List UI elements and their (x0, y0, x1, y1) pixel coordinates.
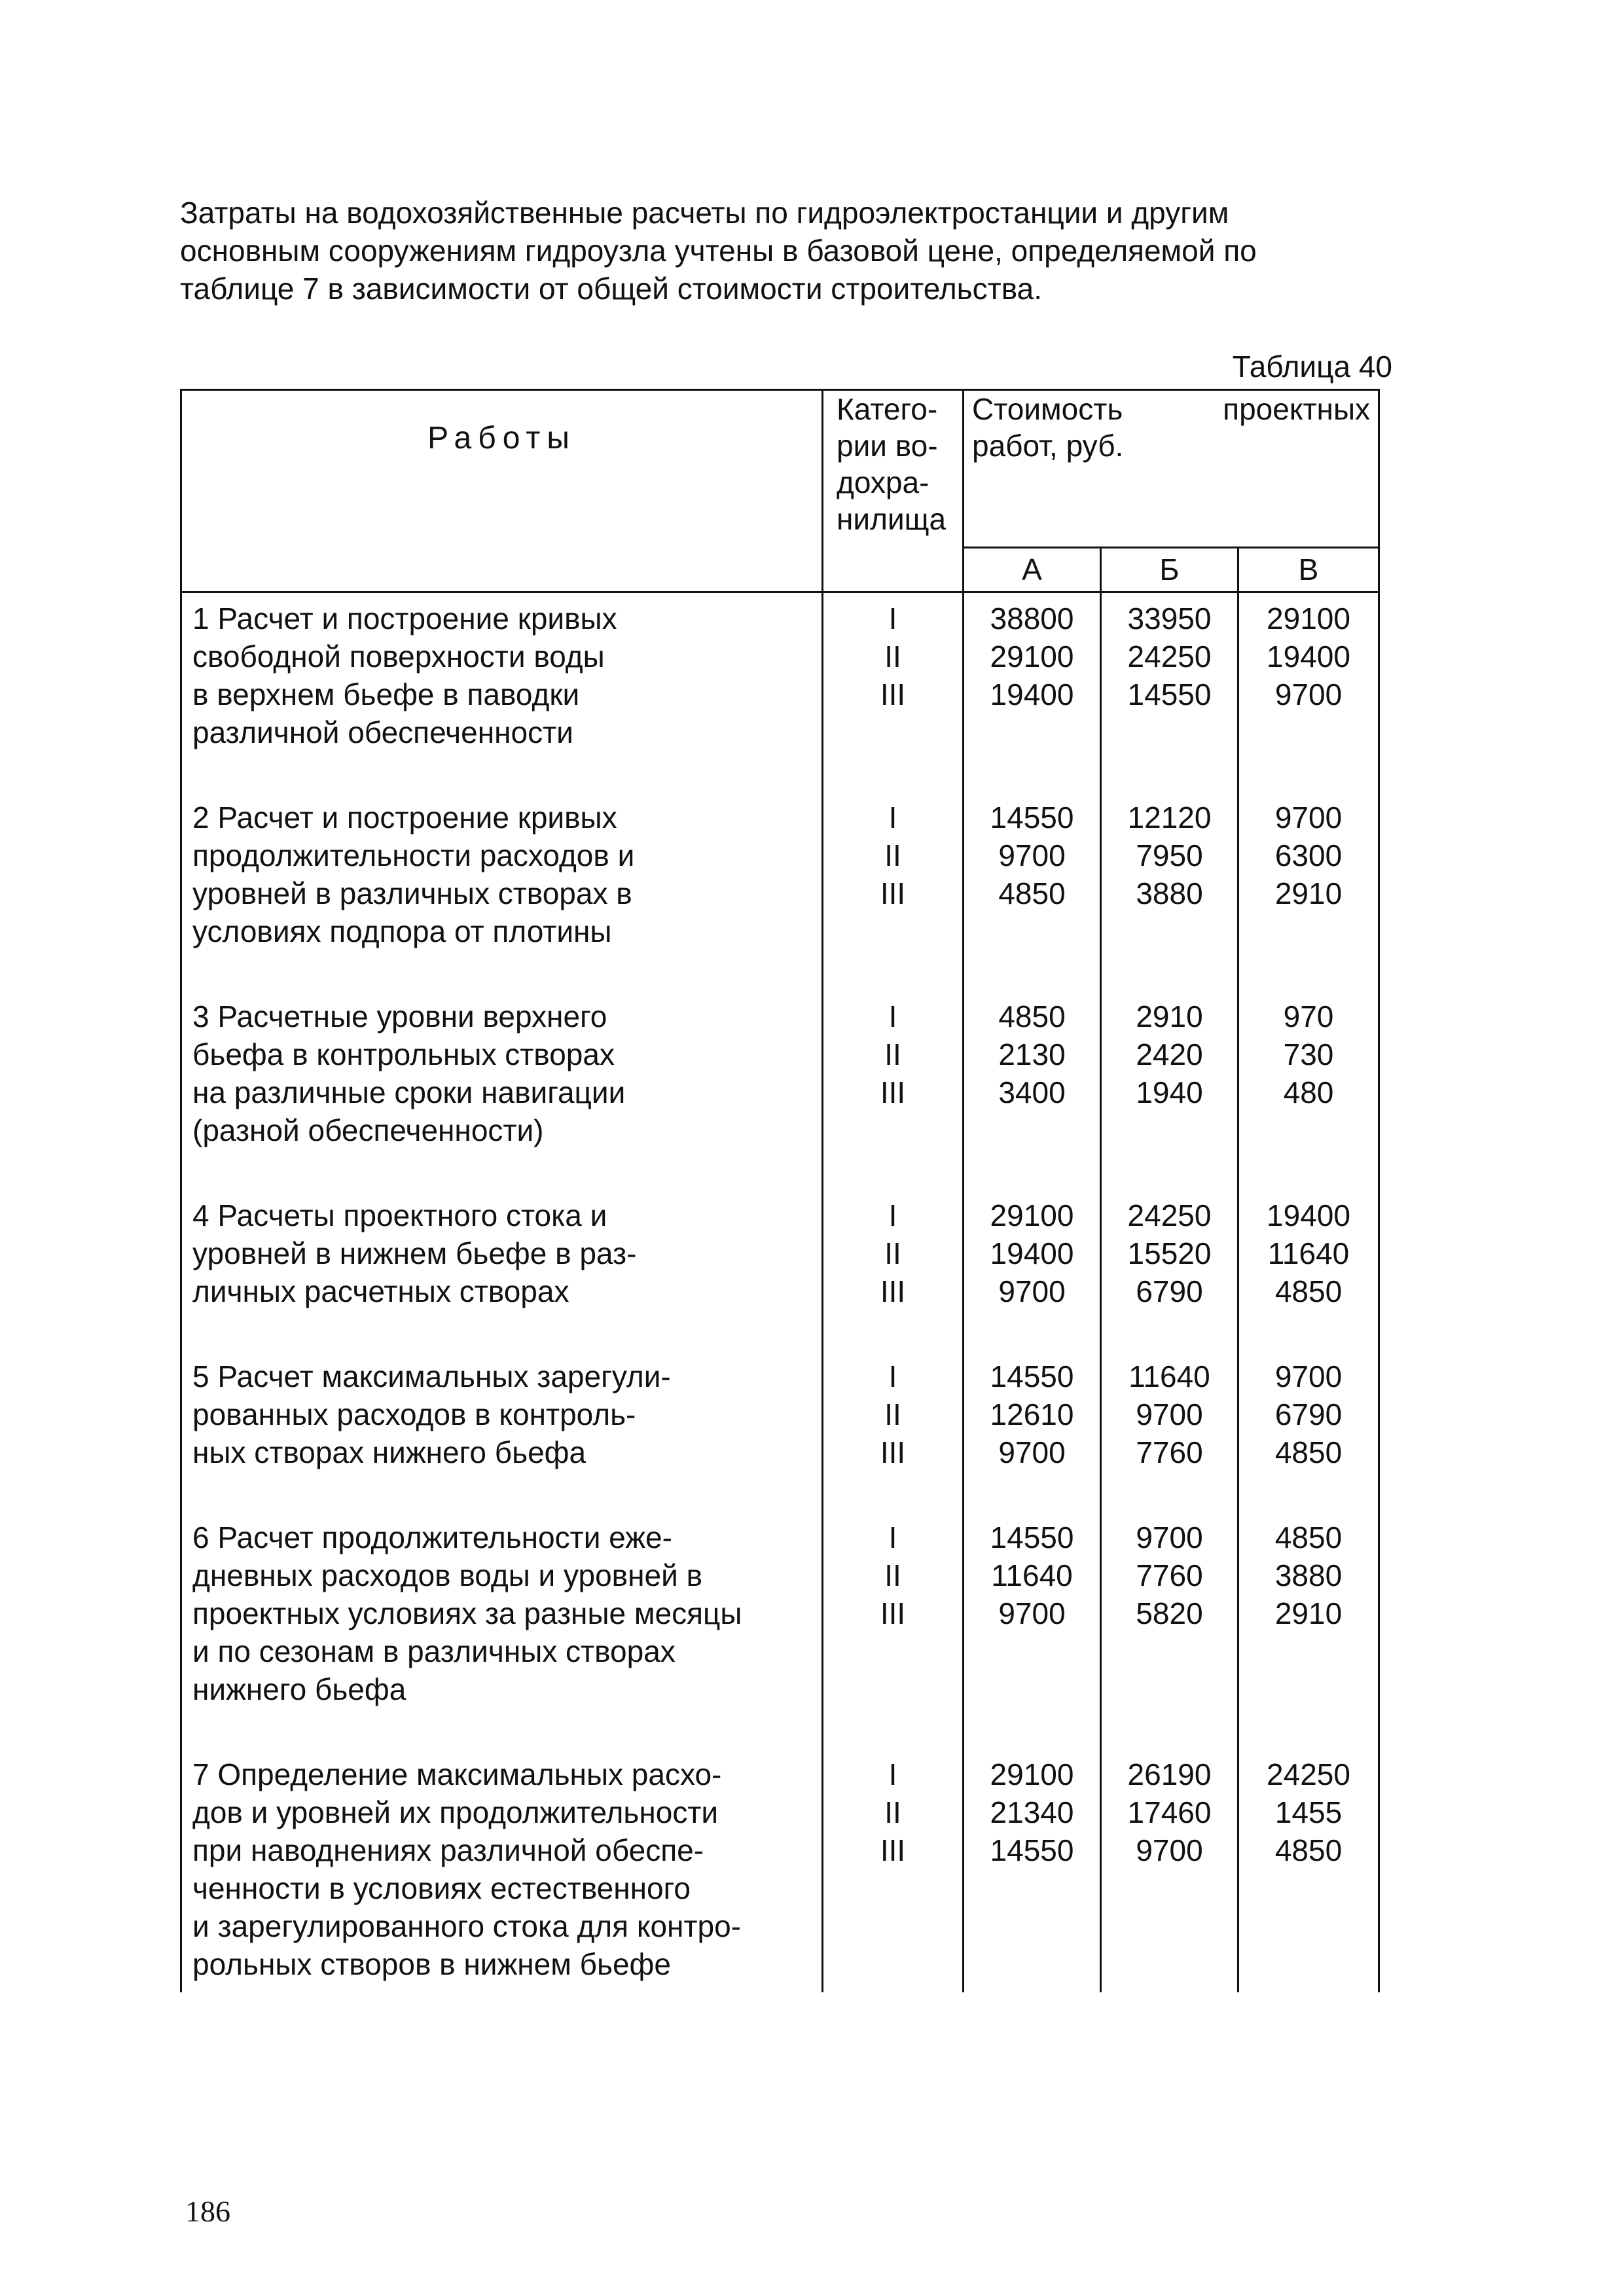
cost-b-cell-line: 17460 (1127, 1795, 1212, 1829)
header-cost (964, 390, 1379, 548)
category-cell-line: I (888, 1757, 897, 1791)
category-cell-line: III (880, 876, 906, 910)
cost-a-cell (964, 792, 1101, 991)
work-description-line: рольных створов в нижнем бьефе (192, 1947, 671, 1981)
work-description-line: свободной поверхности воды (192, 639, 605, 673)
cost-a-cell-line: 14550 (990, 1520, 1074, 1554)
category-cell-line: I (888, 999, 897, 1033)
work-description-line: 2 Расчет и построение кривых (192, 800, 617, 834)
work-description (181, 592, 823, 793)
category-cell (823, 1190, 964, 1351)
cost-v-cell-line: 29100 (1267, 601, 1350, 636)
cost-a-cell-line: 4850 (998, 876, 1066, 910)
cost-v-cell-line: 3880 (1274, 1558, 1343, 1592)
category-cell-line: I (888, 1359, 897, 1393)
work-description-line: личных расчетных створах (192, 1274, 569, 1308)
cost-b-cell-line: 26190 (1127, 1757, 1212, 1791)
cost-v-cell (1238, 1190, 1379, 1351)
work-description-line: 7 Определение максимальных расхо- (192, 1757, 722, 1791)
cost-v-cell-line: 4850 (1274, 1520, 1343, 1554)
cost-a-cell-line: 2130 (998, 1037, 1066, 1071)
cost-b-cell-line: 2910 (1136, 999, 1203, 1033)
cost-v-cell-line: 4850 (1274, 1833, 1343, 1867)
cost-v-cell-line: 19400 (1267, 1198, 1350, 1232)
work-description-line: уровней в нижнем бьефе в раз- (192, 1236, 637, 1270)
work-description-line: ченности в условиях естественного (192, 1871, 691, 1905)
cost-b-cell-line: 5820 (1136, 1596, 1203, 1630)
cost-v-cell-line: 6300 (1274, 838, 1343, 872)
header-sub-v: В (1238, 547, 1379, 592)
category-cell-line: I (888, 1198, 897, 1232)
table-row (181, 592, 1379, 793)
cost-b-cell-line: 33950 (1127, 601, 1212, 636)
header-category-line: рии во- (837, 429, 938, 463)
cost-v-cell-line: 24250 (1267, 1757, 1350, 1791)
cost-a-cell-line: 4850 (998, 999, 1066, 1033)
intro-line: основным сооружениям гидроузла учтены в базовой цене, определяемой по (180, 234, 1257, 268)
cost-v-cell (1238, 1512, 1379, 1749)
cost-v-cell-line: 9700 (1274, 800, 1343, 834)
header-category-line: дохра- (837, 465, 929, 499)
work-description-line: 4 Расчеты проектного стока и (192, 1198, 607, 1232)
cost-a-cell-line: 21340 (990, 1795, 1074, 1829)
cost-a-cell-line: 19400 (990, 677, 1074, 711)
cost-b-cell-line: 11640 (1128, 1359, 1210, 1393)
header-category (823, 390, 964, 592)
cost-v-cell (1238, 1749, 1379, 1992)
category-cell-line: II (884, 639, 901, 673)
table-body (181, 592, 1379, 1993)
cost-v-cell-line: 11640 (1267, 1236, 1350, 1270)
cost-v-cell-line: 6790 (1274, 1397, 1343, 1431)
table-row (181, 1749, 1379, 1992)
cost-b-cell (1101, 1190, 1238, 1351)
intro-line: таблице 7 в зависимости от общей стоимости строительства. (180, 272, 1042, 306)
category-cell (823, 1512, 964, 1749)
page-number: 186 (185, 2195, 230, 2228)
cost-a-cell-line: 29100 (990, 1198, 1074, 1232)
cost-a-cell (964, 991, 1101, 1190)
work-description-line: 6 Расчет продолжительности еже- (192, 1520, 672, 1554)
work-description (181, 991, 823, 1190)
cost-b-cell-line: 1940 (1136, 1075, 1203, 1109)
category-cell (823, 792, 964, 991)
cost-v-cell-line: 2910 (1274, 1596, 1343, 1630)
header-cost-line: Стоимость проектных (972, 392, 1370, 426)
category-cell-line: II (884, 1397, 901, 1431)
cost-a-cell (964, 1512, 1101, 1749)
cost-b-cell-line: 6790 (1136, 1274, 1203, 1308)
work-description-line: 3 Расчетные уровни верхнего (192, 999, 607, 1033)
cost-v-cell-line: 9700 (1274, 1359, 1343, 1393)
cost-a-cell-line: 9700 (998, 1596, 1066, 1630)
work-description (181, 1190, 823, 1351)
cost-v-cell-line: 970 (1283, 999, 1334, 1033)
cost-v-cell-line: 480 (1283, 1075, 1334, 1109)
work-description-line: рованных расходов в контроль- (192, 1397, 636, 1431)
work-description-line: и зарегулированного стока для контро- (192, 1909, 741, 1943)
category-cell-line: III (880, 1075, 906, 1109)
work-description-line: 5 Расчет максимальных зарегули- (192, 1359, 671, 1393)
cost-v-cell-line: 1455 (1274, 1795, 1343, 1829)
category-cell (823, 1749, 964, 1992)
cost-b-cell-line: 7950 (1136, 838, 1203, 872)
work-description-line: 1 Расчет и построение кривых (192, 601, 617, 636)
header-category-line: Катего- (837, 392, 938, 426)
table-caption: Таблица 40 (1232, 350, 1392, 384)
work-description-line: и по сезонам в различных створах (192, 1634, 676, 1668)
cost-b-cell (1101, 1351, 1238, 1512)
cost-v-cell-line: 730 (1283, 1037, 1334, 1071)
category-cell-line: III (880, 1274, 906, 1308)
category-cell (823, 991, 964, 1190)
cost-b-cell-line: 3880 (1136, 876, 1203, 910)
work-description (181, 1351, 823, 1512)
category-cell-line: II (884, 1795, 901, 1829)
category-cell-line: III (880, 1435, 906, 1469)
header-sub-a: А (964, 547, 1101, 592)
work-description (181, 792, 823, 991)
cost-a-cell-line: 29100 (990, 1757, 1074, 1791)
intro-line: Затраты на водохозяйственные расчеты по гидроэлектростанции и другим (180, 196, 1229, 230)
work-description-line: при наводнениях различной обеспе- (192, 1833, 704, 1867)
cost-b-cell-line: 9700 (1136, 1520, 1203, 1554)
cost-a-cell (964, 1749, 1101, 1992)
cost-b-cell (1101, 792, 1238, 991)
cost-b-cell-line: 9700 (1136, 1833, 1203, 1867)
category-cell (823, 592, 964, 793)
category-cell-line: III (880, 677, 906, 711)
category-cell-line: I (888, 800, 897, 834)
category-cell-line: II (884, 838, 901, 872)
work-description-line: на различные сроки навигации (192, 1075, 626, 1109)
cost-b-cell (1101, 592, 1238, 793)
cost-b-cell-line: 7760 (1136, 1435, 1203, 1469)
cost-b-cell (1101, 1512, 1238, 1749)
cost-v-cell-line: 4850 (1274, 1274, 1343, 1308)
cost-b-cell-line: 2420 (1136, 1037, 1203, 1071)
table-row (181, 792, 1379, 991)
cost-a-cell-line: 29100 (990, 639, 1074, 673)
category-cell (823, 1351, 964, 1512)
work-description-line: (разной обеспеченности) (192, 1113, 544, 1147)
cost-v-cell (1238, 1351, 1379, 1512)
cost-b-cell-line: 14550 (1127, 677, 1212, 711)
category-cell-line: III (880, 1833, 906, 1867)
category-cell-line: II (884, 1037, 901, 1071)
work-description-line: продолжительности расходов и (192, 838, 635, 872)
cost-v-cell (1238, 792, 1379, 991)
cost-v-cell (1238, 592, 1379, 793)
work-description-line: уровней в различных створах в (192, 876, 632, 910)
cost-b-cell-line: 7760 (1136, 1558, 1203, 1592)
cost-a-cell (964, 1190, 1101, 1351)
cost-b-cell (1101, 1749, 1238, 1992)
header-works (181, 390, 823, 592)
category-cell-line: I (888, 1520, 897, 1554)
header-works-label: Работы (427, 421, 576, 456)
cost-a-cell-line: 14550 (990, 800, 1074, 834)
work-description-line: проектных условиях за разные месяцы (192, 1596, 742, 1630)
cost-v-cell (1238, 991, 1379, 1190)
cost-v-cell-line: 9700 (1274, 677, 1343, 711)
header-cost-line: работ, руб. (972, 429, 1124, 463)
cost-v-cell-line: 19400 (1267, 639, 1350, 673)
cost-v-cell-line: 2910 (1274, 876, 1343, 910)
work-description-line: условиях подпора от плотины (192, 914, 612, 948)
work-description-line: в верхнем бьефе в паводки (192, 677, 580, 711)
cost-b-cell (1101, 991, 1238, 1190)
table-row (181, 1512, 1379, 1749)
cost-b-cell-line: 9700 (1136, 1397, 1203, 1431)
cost-a-cell-line: 12610 (990, 1397, 1074, 1431)
work-description-line: дов и уровней их продолжительности (192, 1795, 719, 1829)
cost-a-cell-line: 38800 (990, 601, 1074, 636)
category-cell-line: II (884, 1236, 901, 1270)
cost-a-cell-line: 14550 (990, 1359, 1074, 1393)
header-category-line: нилища (837, 502, 947, 536)
cost-a-cell-line: 9700 (998, 1435, 1066, 1469)
table-row (181, 1351, 1379, 1512)
cost-a-cell (964, 592, 1101, 793)
work-description-line: нижнего бьефа (192, 1672, 406, 1706)
work-description (181, 1512, 823, 1749)
category-cell-line: II (884, 1558, 901, 1592)
table-row (181, 1190, 1379, 1351)
cost-b-cell-line: 12120 (1127, 800, 1212, 834)
cost-a-cell-line: 11640 (991, 1558, 1073, 1592)
work-description-line: ных створах нижнего бьефа (192, 1435, 586, 1469)
work-description-line: различной обеспеченности (192, 715, 573, 749)
work-description-line: бьефа в контрольных створах (192, 1037, 615, 1071)
intro-paragraph (180, 194, 1398, 308)
cost-a-cell-line: 3400 (998, 1075, 1066, 1109)
cost-a-cell-line: 9700 (998, 1274, 1066, 1308)
work-description (181, 1749, 823, 1992)
category-cell-line: III (880, 1596, 906, 1630)
cost-v-cell-line: 4850 (1274, 1435, 1343, 1469)
design-cost-table (180, 389, 1380, 1992)
cost-a-cell-line: 14550 (990, 1833, 1074, 1867)
cost-b-cell-line: 15520 (1127, 1236, 1212, 1270)
work-description-line: дневных расходов воды и уровней в (192, 1558, 703, 1592)
category-cell-line: I (888, 601, 897, 636)
cost-a-cell (964, 1351, 1101, 1512)
cost-a-cell-line: 9700 (998, 838, 1066, 872)
header-sub-b: Б (1101, 547, 1238, 592)
cost-a-cell-line: 19400 (990, 1236, 1074, 1270)
table-row (181, 991, 1379, 1190)
cost-b-cell-line: 24250 (1127, 639, 1212, 673)
cost-b-cell-line: 24250 (1127, 1198, 1212, 1232)
